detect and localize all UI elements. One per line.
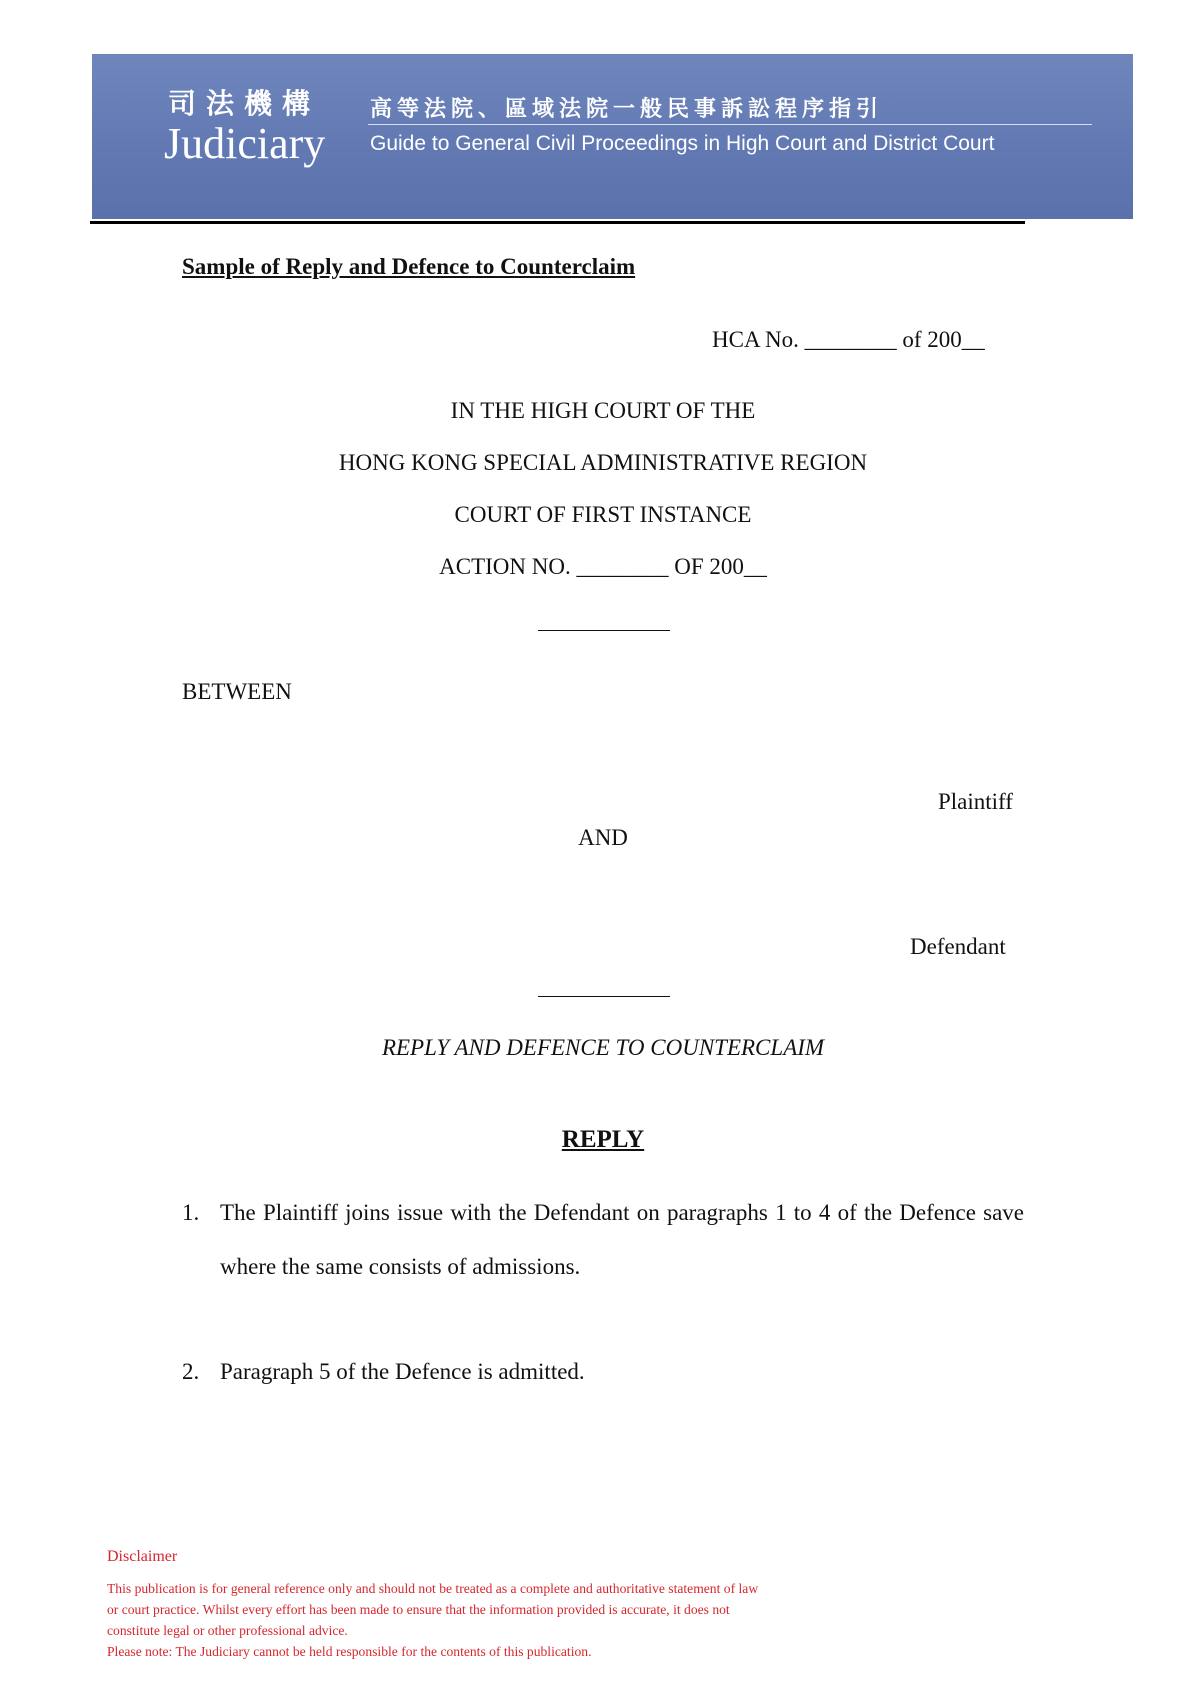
document-title: REPLY AND DEFENCE TO COUNTERCLAIM [381, 1035, 825, 1060]
between-label: BETWEEN [182, 679, 292, 704]
judiciary-logo-chinese: 司法機構 [168, 87, 321, 120]
banner-divider [368, 124, 1092, 125]
disclaimer [107, 1548, 927, 1662]
sample-title: Sample of Reply and Defence to Counterclaim [182, 254, 636, 279]
separator-line-bottom [538, 996, 670, 997]
disclaimer-title: Disclaimer [107, 1548, 178, 1565]
disclaimer-line: constitute legal or other professional advice. [107, 1623, 348, 1638]
reply-heading: REPLY [561, 1126, 645, 1153]
header-banner [92, 54, 1133, 219]
court-line-1: IN THE HIGH COURT OF THE [450, 398, 756, 423]
disclaimer-line: Please note: The Judiciary cannot be held responsible for the contents of this publication. [107, 1644, 592, 1659]
disclaimer-line: or court practice. Whilst every effort has been made to ensure that the information provided is accurate, it does not [107, 1602, 730, 1617]
guide-title-chinese: 高等法院、區域法院一般民事訴訟程序指引 [370, 97, 884, 122]
header-rule [90, 221, 1025, 224]
paragraph-2 [182, 1345, 1024, 1399]
hca-number: HCA No. ________ of 200__ [712, 327, 985, 352]
action-number: ACTION NO. ________ OF 200__ [439, 554, 767, 579]
paragraph-1 [182, 1186, 1024, 1294]
court-line-3: COURT OF FIRST INSTANCE [454, 502, 752, 527]
paragraph-number: 2. [182, 1359, 200, 1384]
plaintiff-label: Plaintiff [938, 789, 1013, 814]
defendant-label: Defendant [910, 934, 1006, 959]
court-line-2: HONG KONG SPECIAL ADMINISTRATIVE REGION [338, 450, 868, 475]
guide-title-english: Guide to General Civil Proceedings in High Court and District Court [370, 132, 995, 155]
paragraph-text: The Plaintiff joins issue with the Defendant on paragraphs 1 to 4 of the Defence save where the same consists of admissions. [220, 1200, 1024, 1279]
separator-line-top [538, 630, 670, 631]
paragraph-number: 1. [182, 1200, 200, 1225]
judiciary-logo-english: Judiciary [164, 119, 326, 168]
disclaimer-body [107, 1578, 927, 1662]
paragraph-text: Paragraph 5 of the Defence is admitted. [220, 1359, 585, 1384]
and-label: AND [578, 825, 628, 850]
disclaimer-line: This publication is for general reference only and should not be treated as a complete and authoritative statement of law [107, 1581, 759, 1596]
